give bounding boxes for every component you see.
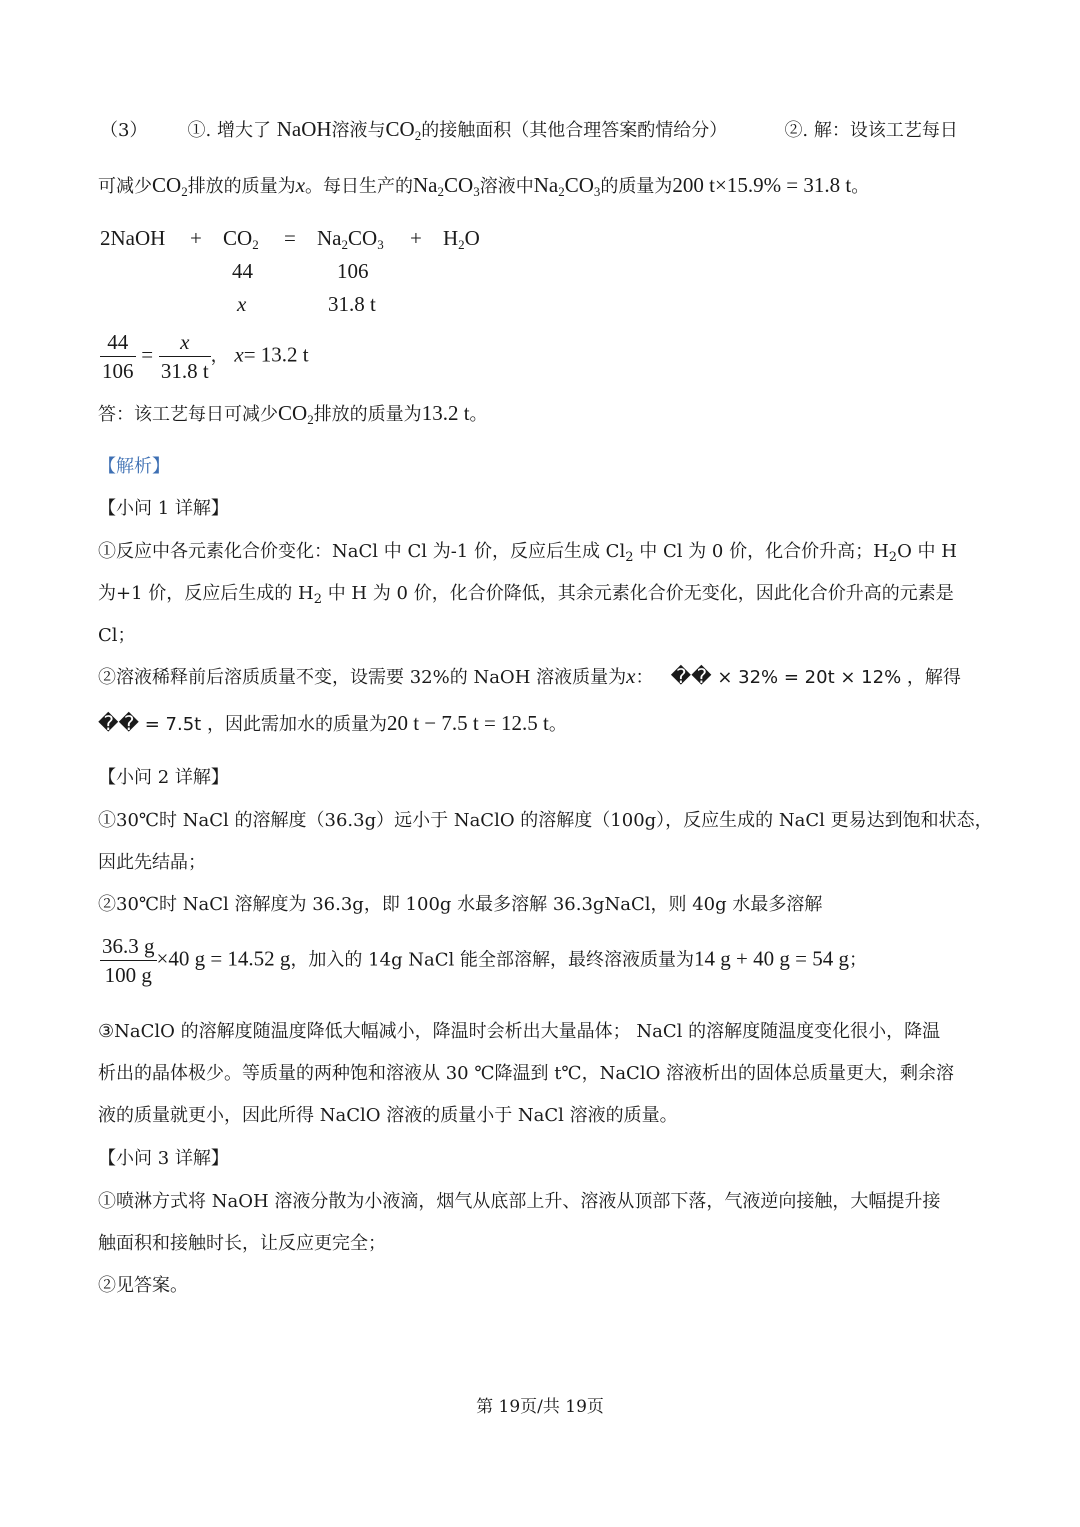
eq-val-na2co3: 31.8 t (328, 292, 376, 316)
sub1-p1-line2: 为+1 价，反应后生成的 $H_2$ 中 H 为 0 价，化合价降低，其余元素化合价无变化，因此化合价升高的元素是 (98, 583, 954, 607)
fraction: $\frac{44}{106}$ (102, 330, 134, 383)
q3-ans1-prefix: ①. 增大了 (187, 120, 271, 141)
text-fragment: 可减少 (98, 176, 152, 197)
sub2-p3-line3: 液的质量就更小，因此所得 NaClO 溶液的质量小于 NaCl 溶液的质量。 (98, 1105, 678, 1126)
co2-formula: $CO_2$ (385, 117, 422, 143)
sub1-p1-line3: Cl； (98, 625, 136, 646)
fraction: $\frac{x}{31.8 t}$ (160, 330, 209, 383)
eq-mass-co2: 44 (232, 259, 253, 283)
sub3-heading: 【小问 3 详解】 (98, 1148, 229, 1169)
eq-co2: $CO_2$ (223, 226, 259, 252)
q3-solution-line (98, 172, 869, 198)
result-value: = 13.2 t (243, 342, 309, 367)
text-fragment: 的质量为 (600, 176, 673, 197)
eq-plus: + (190, 226, 202, 250)
co2-formula: $CO_2$ (152, 173, 188, 199)
naoh-formula: NaOH (276, 117, 332, 141)
fraction: $\frac{36.3 g}{100 g}$ (102, 934, 155, 987)
q3-label: （3） (100, 120, 148, 141)
page-footer: 第 19页/共 19页 (476, 1397, 604, 1417)
text-fragment: 。每日生产的 (305, 176, 414, 197)
answer-value: 13.2 t (421, 401, 470, 425)
sub2-p1-line2: 因此先结晶； (98, 852, 206, 873)
sub2-p3-line1: ③NaClO 的溶解度随温度降低大幅减小，降温时会析出大量晶体； NaCl 的溶解度随温度变化很小，降温 (98, 1021, 941, 1042)
missing-glyph-icon: �� (670, 664, 712, 688)
co2-formula: $CO_2$ (278, 401, 314, 427)
na2co3-formula: $Na_2CO_3$ (413, 173, 480, 199)
variable-x: x (295, 173, 306, 197)
text-fragment: 排放的质量为 (313, 404, 422, 425)
text-fragment: 。 (851, 176, 870, 197)
separator: ， (210, 345, 229, 367)
sub3-p1-line2: 触面积和接触时长，让反应更完全； (98, 1233, 386, 1254)
sub2-p3-line2: 析出的晶体极少。等质量的两种饱和溶液从 30 ℃降温到 t℃，NaClO 溶液析出的固体总质量更大，剩余溶 (98, 1063, 955, 1084)
sub1-heading: 【小问 1 详解】 (98, 498, 229, 519)
eq-na2co3: $Na_2CO_3$ (317, 226, 384, 252)
equals-sign: = (141, 342, 154, 367)
analysis-heading: 【解析】 (98, 456, 170, 477)
eq-plus: + (410, 226, 422, 250)
eq-var-co2: x (237, 292, 247, 316)
sub2-p2-line1: ②30℃时 NaCl 溶解度为 36.3g，即 100g 水最多溶解 36.3gNaCl，则 40g 水最多溶解 (98, 894, 823, 915)
sub2-p2-calc-line: $\frac{36.3 g}{100 g}$ ×40 g = 14.52 g，加入的 14g NaCl 能全部溶解，最终溶液质量为14 g + 40 g = 54 g； (102, 934, 867, 987)
sub1-p2-line2: �� = 7.5t ，因此需加水的质量为20 t − 7.5 t = 12.5 t。 (98, 711, 567, 735)
sub3-p2: ②见答案。 (98, 1275, 188, 1296)
missing-glyph-icon: �� (98, 711, 140, 735)
mass-calculation: 200 t×15.9% = 31.8 t (672, 173, 852, 197)
eq-h2o: $H_2O$ (443, 226, 480, 252)
text-fragment: 答：该工艺每日可减少 (98, 404, 278, 425)
text-fragment: 排放的质量为 (187, 176, 296, 197)
eq-naoh: 2NaOH (100, 226, 166, 250)
sub1-p1-line1: ①反应中各元素化合价变化：NaCl 中 Cl 为-1 价，反应后生成 $Cl_2$ 中 Cl 为 0 价，化合价升高；$H_2O$ 中 H (98, 541, 957, 565)
sub3-p1-line1: ①喷淋方式将 NaOH 溶液分散为小液滴，烟气从底部上升、溶液从顶部下落，气液逆向接触，大幅提升接 (98, 1191, 941, 1212)
text-fragment: 。 (469, 404, 488, 425)
sub1-p2-line1: ②溶液稀释前后溶质质量不变，设需要 32%的 NaOH 溶液质量为x： �� × 32% = 20t × 12% ，解得 (98, 664, 961, 688)
q3-ans1-suffix: 的接触面积（其他合理答案酌情给分） (421, 120, 728, 141)
q3-answer-line (100, 116, 958, 142)
proportion-line (100, 328, 309, 385)
eq-mass-na2co3: 106 (337, 259, 369, 283)
na2co3-formula: $Na_2CO_3$ (533, 173, 601, 199)
text-fragment: 溶液中 (479, 176, 534, 197)
answer-line (98, 400, 488, 426)
sub2-p1-line1: ①30℃时 NaCl 的溶解度（36.3g）远小于 NaClO 的溶解度（100g），反应生成的 NaCl 更易达到饱和状态， (98, 810, 993, 831)
sub2-heading: 【小问 2 详解】 (98, 767, 229, 788)
q3-ans2-start: ②. 解：设该工艺每日 (784, 120, 958, 141)
eq-equals: = (284, 226, 296, 250)
q3-ans1-mid: 溶液与 (331, 120, 386, 141)
variable-x: x (234, 342, 244, 367)
